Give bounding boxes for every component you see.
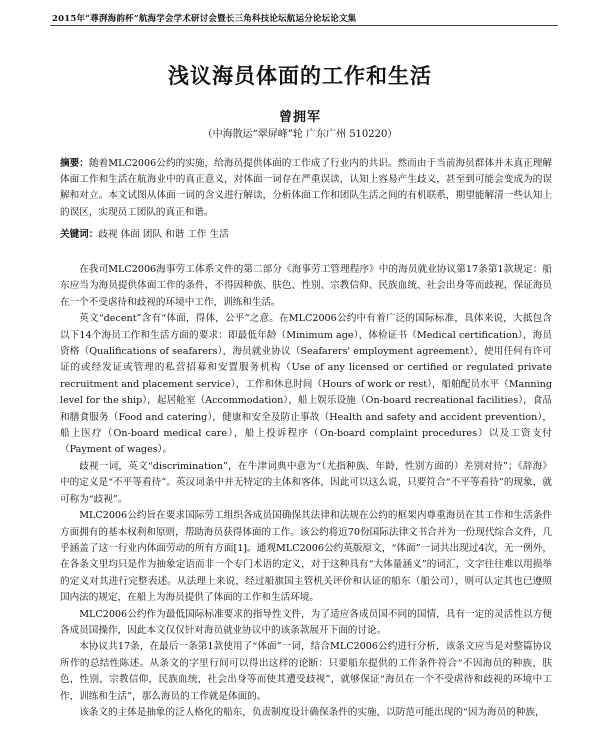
keywords bbox=[60, 227, 552, 243]
body-paragraph: 英文“decent”含有“体面，得体，公平”之意。在MLC2006公约中有着广泛的国际标准，具体来说，大抵包含以下14个海员工作和生活方面的要求：即最低年龄（Minimum age），体检证书（Medical certification），海员资格（Qualifications of seafarers），海员就业协议（Seafarers' employment agreement），使用任何有许可证的或经发证或管理的私营招募和安置服务机构（Use of any licensed or certified or regulated private recruitment and placement service），工作和休息时间（Hours of work or rest），船舶配员水平（Manning level for the ship），起居舱室（Accommodation），船上娱乐设施（On-board recreational facilities），食品和膳食服务（Food and catering），健康和安全及防止事故（Health and safety and accident prevention），船上医疗（On-board medical care），船上投诉程序（On-board complaint procedures）以及工资支付（Payment of wages）。 bbox=[60, 313, 553, 456]
article-body bbox=[60, 262, 552, 721]
abstract-label: 摘要： bbox=[60, 158, 89, 169]
author-affiliation: （中海散运“翠屏峰”轮 广东广州 510220） bbox=[202, 129, 398, 140]
running-header: 2015年“尊湃海韵杯”航海学会学术研讨会暨长三角科技论坛航运分论坛论文集 bbox=[52, 14, 357, 24]
body-paragraph: 在我司MLC2006海事劳工体系文件的第二部分《海事劳工管理程序》中的海员就业协议第17条第1款规定：船东应当为海员提供体面工作的条件，不得因种族、肤色、性别、宗教信仰、民族血统、社会出身等而歧视，保证海员在一个不受虐待和歧视的环境中工作，训练和生活。 bbox=[60, 264, 552, 308]
keywords-label: 关键词： bbox=[60, 229, 99, 240]
abstract bbox=[60, 156, 552, 221]
abstract-text: 随着MLC2006公约的实施，给海员提供体面的工作成了行业内的共识。然而由于当前海员群体并未真正理解体面工作和生活在航海业中的真正意义，对体面一词存在严重误读，认知上容易产生歧义，甚至到可能会变成为的误解和对立。本文试图从体面一词的含义进行解读，分析体面工作和团队生活之间的有机联系，期望能解清一些认知上的误区，实现员工团队的真正和谐。 bbox=[60, 158, 553, 218]
header-divider bbox=[50, 25, 558, 26]
body-paragraph: 该条文的主体是抽象的泛人格化的船东，负责制度设计确保条件的实施，以防范可能出现的“因为海员的种族， bbox=[79, 706, 545, 718]
body-paragraph: 本协议共17条，在最后一条第1款使用了“体面”一词，结合MLC2006公约进行分析，该条文应当是对整篇协议所作的总结性陈述。从条文的字里行间可以得出这样的论断：只要船东提供的工作条件符合“不因海员的种族，肤色，性别，宗教信仰，民族血统，社会出身等而使其遭受歧视”，就够保证“海员在一个不受虐待和歧视的环境中工作，训练和生活”，那么海员的工作就是体面的。 bbox=[60, 641, 552, 702]
author-name: 曾拥军 bbox=[278, 110, 321, 125]
body-paragraph: MLC2006公约作为最低国际标准要求的指导性文件，为了适应各成员国不同的国情，具有一定的灵活性以方便各成员国操作，因此本文仅仅针对海员就业协议中的该条款展开下面的讨论。 bbox=[60, 608, 552, 636]
keywords-text: 歧视 体面 团队 和谐 工作 生活 bbox=[98, 229, 229, 240]
article-title: 浅议海员体面的工作和生活 bbox=[168, 64, 432, 88]
body-paragraph: MLC2006公约旨在要求国际劳工组织各成员国确保其法律和法规在公约的框架内尊重海员在其工作和生活条件方面拥有的基本权利和原则，帮助海员获得体面的工作。该公约将近70份国际法律文书合并为一份现代综合文件，几乎涵盖了这一行业内体面劳动的所有方面[1]。通观MLC2006公约英版原文，“体面”一词共出现过4次，无一例外，在各条文里均只是作为抽象定语而非一个专门术语的定义，对于这种具有“大体量涵义”的词汇，文字往往难以用损举的定义对其进行完整表述。从法理上来说，经过船旗国主管机关评价和认证的船东（船公司），则可认定其也已遵照国内法的规定，在船上为海员提供了体面的工作和生活环境。 bbox=[60, 510, 552, 604]
body-paragraph: 歧视一词，英文“discrimination”，在牛津词典中意为“（尤指种族、年龄，性别方面的）差别对待”；《辞海》中的定义是“不平等看待”。英汉词条中并无特定的主体和客体，因此可以这么说，只要符合“不平等看待”的现象，就可称为“歧视”。 bbox=[60, 460, 552, 505]
